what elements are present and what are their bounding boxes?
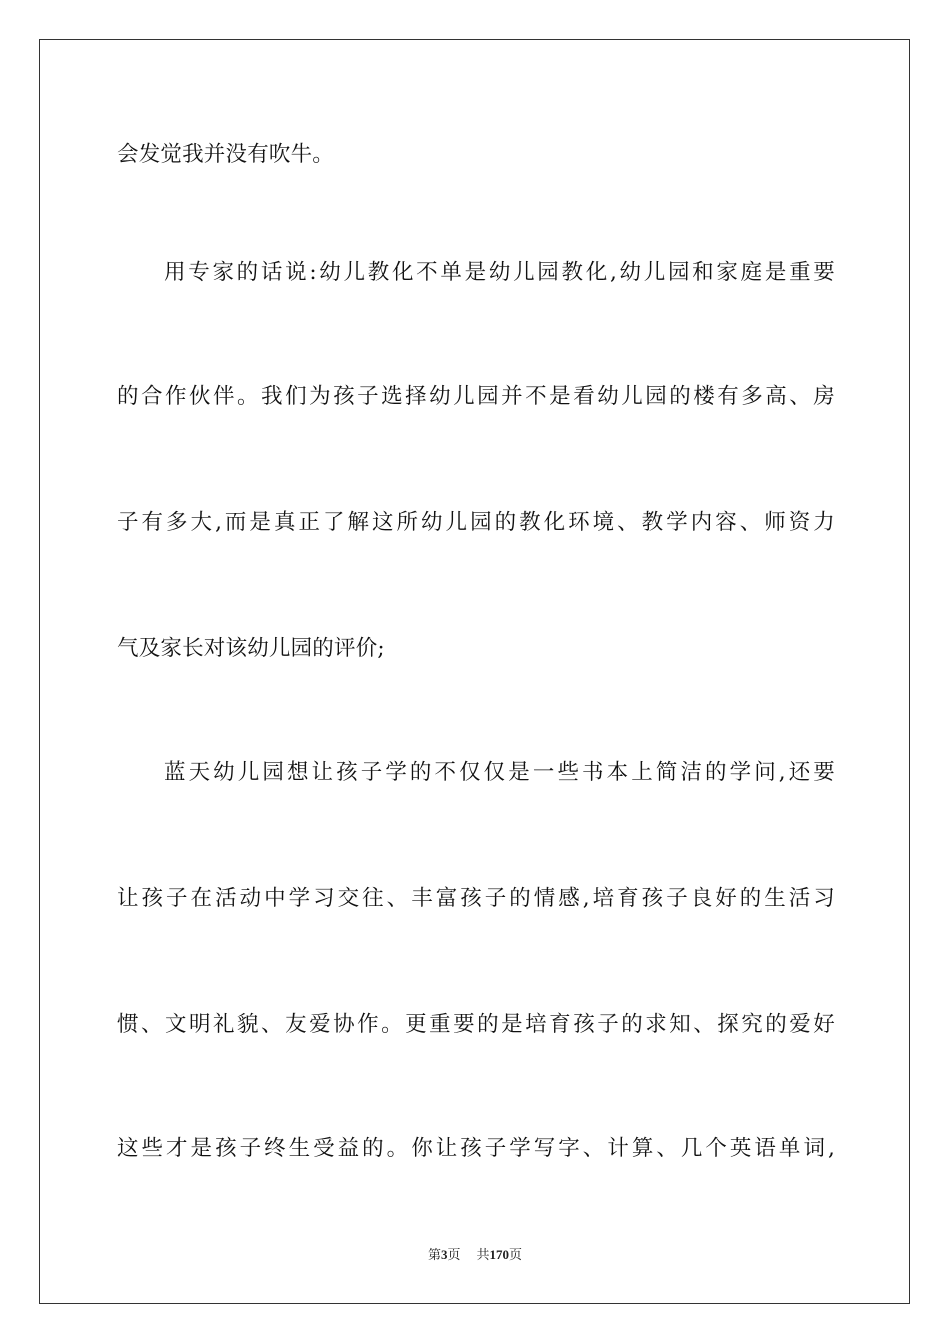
page-prefix: 第 bbox=[427, 1247, 441, 1262]
page-footer bbox=[0, 1246, 950, 1264]
text-line-4: 子有多大,而是真正了解这所幼儿园的教化环境、教学内容、师资力 bbox=[117, 510, 835, 535]
text-line-9: 这些才是孩子终生受益的。你让孩子学写字、计算、几个英语单词, bbox=[117, 1136, 835, 1161]
total-pages: 170 bbox=[489, 1247, 510, 1262]
text-line-6: 蓝天幼儿园想让孩子学的不仅仅是一些书本上简洁的学问,还要 bbox=[164, 760, 835, 785]
page-border bbox=[39, 39, 910, 1304]
total-prefix: 共 bbox=[476, 1247, 490, 1262]
text-line-1: 会发觉我并没有吹牛。 bbox=[117, 142, 335, 167]
text-line-5: 气及家长对该幼儿园的评价; bbox=[117, 636, 385, 661]
total-suffix: 页 bbox=[509, 1247, 523, 1262]
text-line-7: 让孩子在活动中学习交往、丰富孩子的情感,培育孩子良好的生活习 bbox=[117, 886, 835, 911]
page-suffix: 页 bbox=[447, 1247, 461, 1262]
text-line-2: 用专家的话说:幼儿教化不单是幼儿园教化,幼儿园和家庭是重要 bbox=[164, 260, 835, 285]
text-line-3: 的合作伙伴。我们为孩子选择幼儿园并不是看幼儿园的楼有多高、房 bbox=[117, 384, 835, 409]
page-number: 3 bbox=[440, 1247, 448, 1262]
text-line-8: 惯、文明礼貌、友爱协作。更重要的是培育孩子的求知、探究的爱好 bbox=[117, 1012, 835, 1037]
